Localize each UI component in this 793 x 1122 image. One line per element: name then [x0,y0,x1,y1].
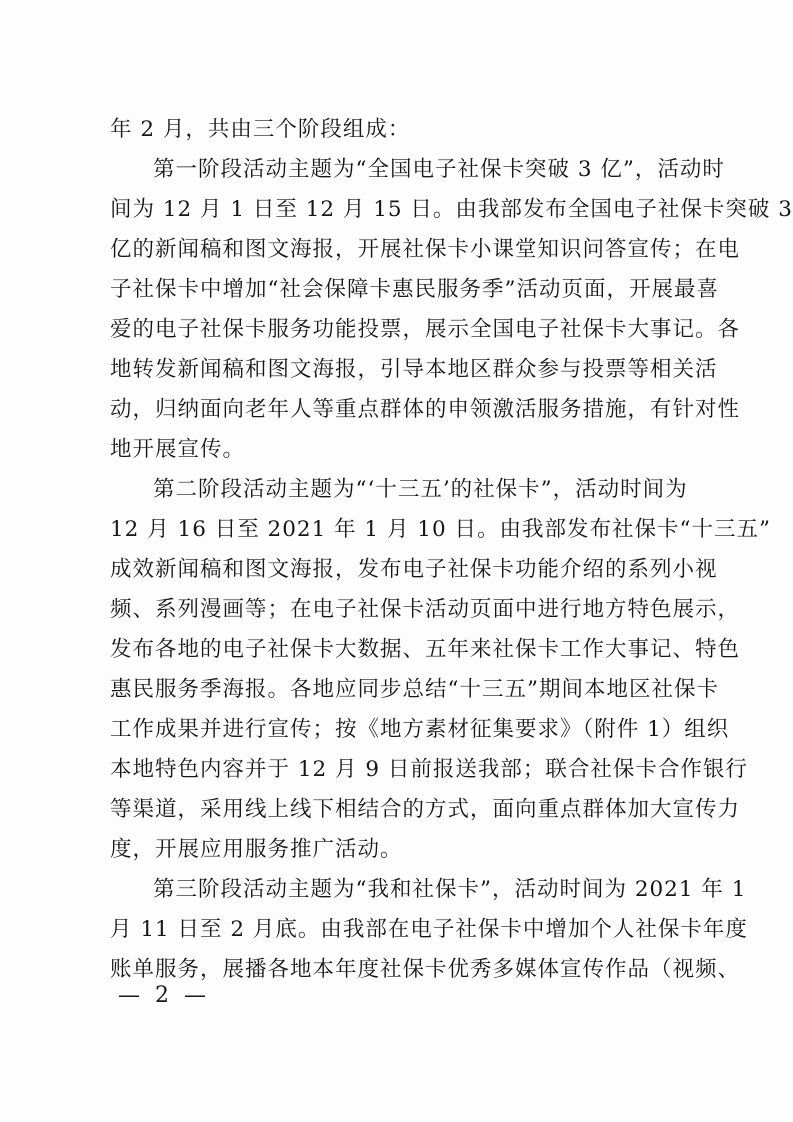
paragraph-1-line-8: 地开展宣传。 [110,437,246,462]
paragraph-2-line-7: 工作成果并进行宣传；按《地方素材征集要求》（附件 1）组织 [110,717,730,742]
paragraph-2-line-2: 12 月 16 日至 2021 年 1 月 10 日。由我部发布社保卡“十三五” [110,517,771,542]
paragraph-2-line-1: 第二阶段活动主题为“‘十三五’的社保卡”，活动时间为 [153,477,688,502]
paragraph-1-line-4: 子社保卡中增加“社会保障卡惠民服务季”活动页面，开展最喜 [110,277,719,302]
paragraph-1-line-5: 爱的电子社保卡服务功能投票，展示全国电子社保卡大事记。各 [110,317,741,342]
paragraph-2-line-10: 度，开展应用服务推广活动。 [110,837,403,862]
paragraph-3-line-3: 账单服务，展播各地本年度社保卡优秀多媒体宣传作品（视频、 [110,957,741,982]
paragraph-2-line-5: 发布各地的电子社保卡大数据、五年来社保卡工作大事记、特色 [110,637,741,662]
text-line-1: 年 2 月，共由三个阶段组成： [110,117,411,142]
paragraph-3-line-1: 第三阶段活动主题为“我和社保卡”，活动时间为 2021 年 1 [153,877,747,902]
paragraph-1-line-1: 第一阶段活动主题为“全国电子社保卡突破 3 亿”，活动时 [153,157,725,182]
paragraph-2-line-8: 本地特色内容并于 12 月 9 日前报送我部；联合社保卡合作银行 [110,757,748,782]
paragraph-1-line-6: 地转发新闻稿和图文海报，引导本地区群众参与投票等相关活 [110,357,718,382]
paragraph-1-line-3: 亿的新闻稿和图文海报，开展社保卡小课堂知识问答宣传；在电 [110,237,741,262]
paragraph-2-line-3: 成效新闻稿和图文海报，发布电子社保卡功能介绍的系列小视 [110,557,718,582]
paragraph-2-line-9: 等渠道，采用线上线下相结合的方式，面向重点群体加大宣传力 [110,797,741,822]
paragraph-1-line-7: 动，归纳面向老年人等重点群体的申领激活服务措施，有针对性 [110,397,741,422]
paragraph-2-line-6: 惠民服务季海报。各地应同步总结“十三五”期间本地区社保卡 [110,677,719,702]
paragraph-2-line-4: 频、系列漫画等；在电子社保卡活动页面中进行地方特色展示， [110,597,741,622]
page-number: — 2 — [118,983,210,1008]
paragraph-1-line-2: 间为 12 月 1 日至 12 月 15 日。由我部发布全国电子社保卡突破 3 [110,197,793,222]
paragraph-3-line-2: 月 11 日至 2 月底。由我部在电子社保卡中增加个人社保卡年度 [110,917,748,942]
